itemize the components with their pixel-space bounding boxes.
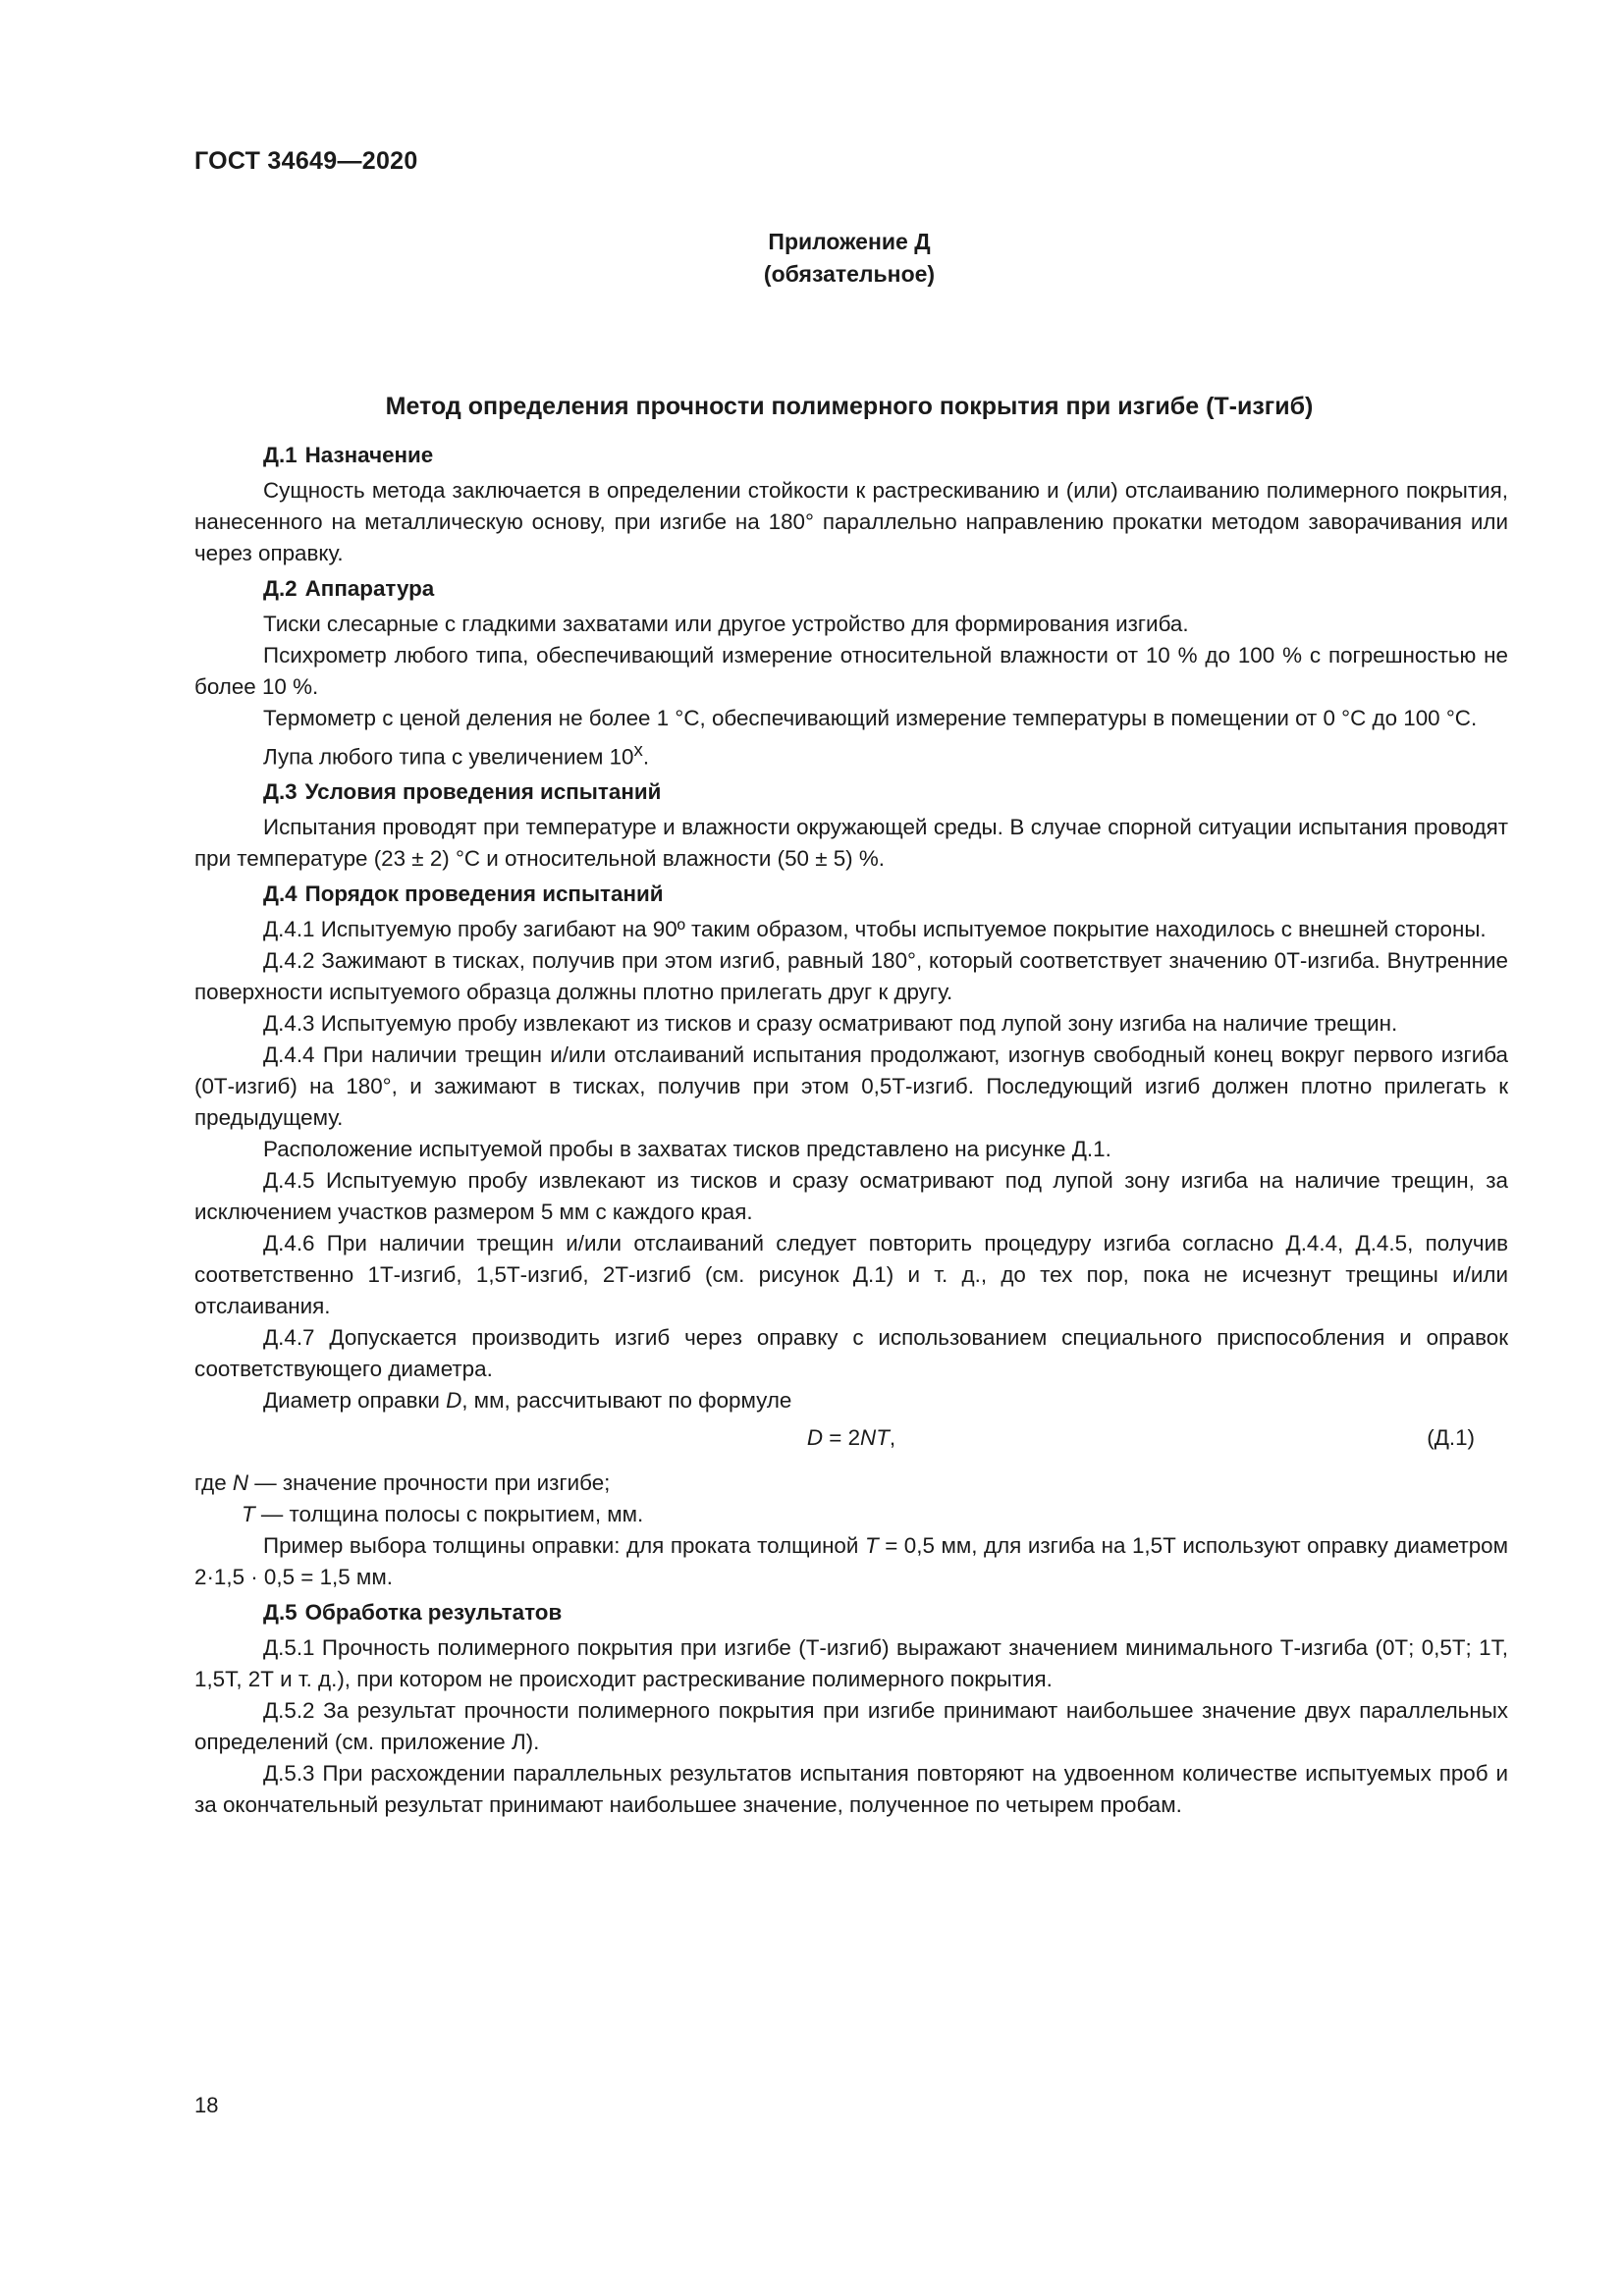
document-body xyxy=(194,436,1508,1821)
paragraph: Д.4.2 Зажимают в тисках, получив при этом изгиб, равный 180°, который соответствует значению 0Т-изгиба. Внутренние поверхности испытуемого образца должны плотно прилегать друг к другу. xyxy=(194,948,1508,1005)
formula-number: (Д.1) xyxy=(1427,1425,1475,1451)
paragraph: Д.4.4 При наличии трещин и/или отслаиваний испытания продолжают, изогнув свободный конец вокруг первого изгиба (0Т-изгиб) на 180°, и зажимают в тисках, получив при этом 0,5Т-изгиб. Последующий изгиб должен плотно прилегать к предыдущему. xyxy=(194,1042,1508,1131)
paragraph: Тиски слесарные с гладкими захватами или другое устройство для формирования изгиба. xyxy=(263,612,1189,636)
paragraph: Испытания проводят при температуре и влажности окружающей среды. В случае спорной ситуации испытания проводят при температуре (23 ± 2) °С и относительной влажности (50 ± 5) %. xyxy=(194,815,1508,872)
appendix-heading xyxy=(194,226,1504,291)
appendix-status: (обязательное) xyxy=(763,261,936,287)
paragraph xyxy=(194,1385,1508,1416)
superscript: х xyxy=(633,739,643,760)
variable: D xyxy=(806,1425,824,1451)
paragraph: Д.5.1 Прочность полимерного покрытия при изгибе (Т-изгиб) выражают значением минимального Т-изгиба (0Т; 0,5Т; 1Т, 1,5Т, 2Т и т. д.), при котором не происходит растрескивание полимерного покрытия. xyxy=(194,1635,1508,1692)
variable: T xyxy=(864,1533,879,1559)
paragraph: Термометр с ценой деления не более 1 °С, обеспечивающий измерение температуры в помещении от 0 °С до 100 °С. xyxy=(263,706,1478,730)
section-number: Д.4 xyxy=(263,881,298,907)
paragraph xyxy=(194,734,1508,773)
text-run: где xyxy=(194,1470,233,1496)
section-title: Порядок проведения испытаний xyxy=(304,881,664,907)
paragraph: Д.4.1 Испытуемую пробу загибают на 90º таким образом, чтобы испытуемое покрытие находилось с внешней стороны. xyxy=(263,917,1487,942)
text-run: — значение прочности при изгибе; xyxy=(248,1470,611,1496)
paragraph: Психрометр любого типа, обеспечивающий измерение относительной влажности от 10 % до 100 % с погрешностью не более 10 %. xyxy=(194,643,1508,699)
where-clause xyxy=(194,1468,1508,1499)
section-title: Аппаратура xyxy=(304,576,435,601)
paragraph: Д.5.3 При расхождении параллельных результатов испытания повторяют на удвоенном количестве испытуемых проб и за окончательный результат принимают наибольшее значение, полученное по четырем пробам. xyxy=(194,1761,1508,1818)
where-clause xyxy=(194,1499,1508,1530)
section-number: Д.3 xyxy=(263,779,298,805)
paragraph: Расположение испытуемой пробы в захватах тисков представлено на рисунке Д.1. xyxy=(263,1137,1111,1162)
section-title: Условия проведения испытаний xyxy=(304,779,662,805)
formula-row xyxy=(194,1422,1508,1456)
section-number: Д.2 xyxy=(263,576,298,601)
text-run: , мм, рассчитывают по формуле xyxy=(461,1388,792,1414)
variable: D xyxy=(446,1388,462,1414)
variable: N xyxy=(232,1470,249,1496)
appendix-title: Приложение Д xyxy=(768,229,931,254)
page-number: 18 xyxy=(194,2093,219,2117)
text-run: — толщина полосы с покрытием, мм. xyxy=(254,1502,644,1527)
paragraph: Д.4.7 Допускается производить изгиб через оправку с использованием специального приспособления и оправок соответствующего диаметра. xyxy=(194,1325,1508,1382)
text-run: Пример выбора толщины оправки: для проката толщиной xyxy=(263,1533,865,1559)
text-run: . xyxy=(642,744,650,770)
paragraph: Д.4.3 Испытуемую пробу извлекают из тисков и сразу осматривают под лупой зону изгиба на наличие трещин. xyxy=(263,1011,1398,1037)
section-heading-d5 xyxy=(194,1596,1508,1629)
section-title: Обработка результатов xyxy=(304,1600,563,1626)
text-run: = 2 xyxy=(823,1425,861,1451)
section-heading-d1 xyxy=(194,439,1508,472)
text-run: = 0,5 мм, для изгиба на 1,5Т используют оправку диаметром 2·1,5 · 0,5 = 1,5 мм. xyxy=(194,1533,1508,1590)
text-run: Лупа любого типа с увеличением 10 xyxy=(263,744,634,770)
paragraph: Д.4.6 При наличии трещин и/или отслаиваний следует повторить процедуру изгиба согласно Д.4.4, Д.4.5, получив соответственно 1Т-изгиб, 1,5Т-изгиб, 2Т-изгиб (см. рисунок Д.1) и т. д., до тех пор, пока не исчезнут трещины и/или отслаивания. xyxy=(194,1231,1508,1319)
variable: NT xyxy=(860,1425,890,1451)
paragraph: Д.5.2 За результат прочности полимерного покрытия при изгибе принимают наибольшее значение двух параллельных определений (см. приложение Л). xyxy=(194,1698,1508,1755)
paragraph xyxy=(194,1530,1508,1593)
text-run: , xyxy=(889,1425,896,1451)
section-title: Назначение xyxy=(304,443,434,467)
section-heading-d4 xyxy=(194,878,1508,911)
text-run: Диаметр оправки xyxy=(263,1388,447,1414)
formula xyxy=(194,1422,1508,1454)
variable: T xyxy=(242,1502,255,1527)
paragraph: Сущность метода заключается в определении стойкости к растрескиванию и (или) отслаиванию полимерного покрытия, нанесенного на металлическую основу, при изгибе на 180° параллельно направлению прокатки методом заворачивания или через оправку. xyxy=(194,478,1508,565)
section-number: Д.5 xyxy=(263,1600,298,1626)
section-number: Д.1 xyxy=(263,443,298,467)
method-title: Метод определения прочности полимерного покрытия при изгибе (Т-изгиб) xyxy=(385,393,1314,420)
section-heading-d3 xyxy=(194,775,1508,809)
document-code: ГОСТ 34649—2020 xyxy=(194,147,418,175)
section-heading-d2 xyxy=(194,572,1508,606)
paragraph: Д.4.5 Испытуемую пробу извлекают из тисков и сразу осматривают под лупой зону изгиба на наличие трещин, за исключением участков размером 5 мм с каждого края. xyxy=(194,1168,1508,1225)
